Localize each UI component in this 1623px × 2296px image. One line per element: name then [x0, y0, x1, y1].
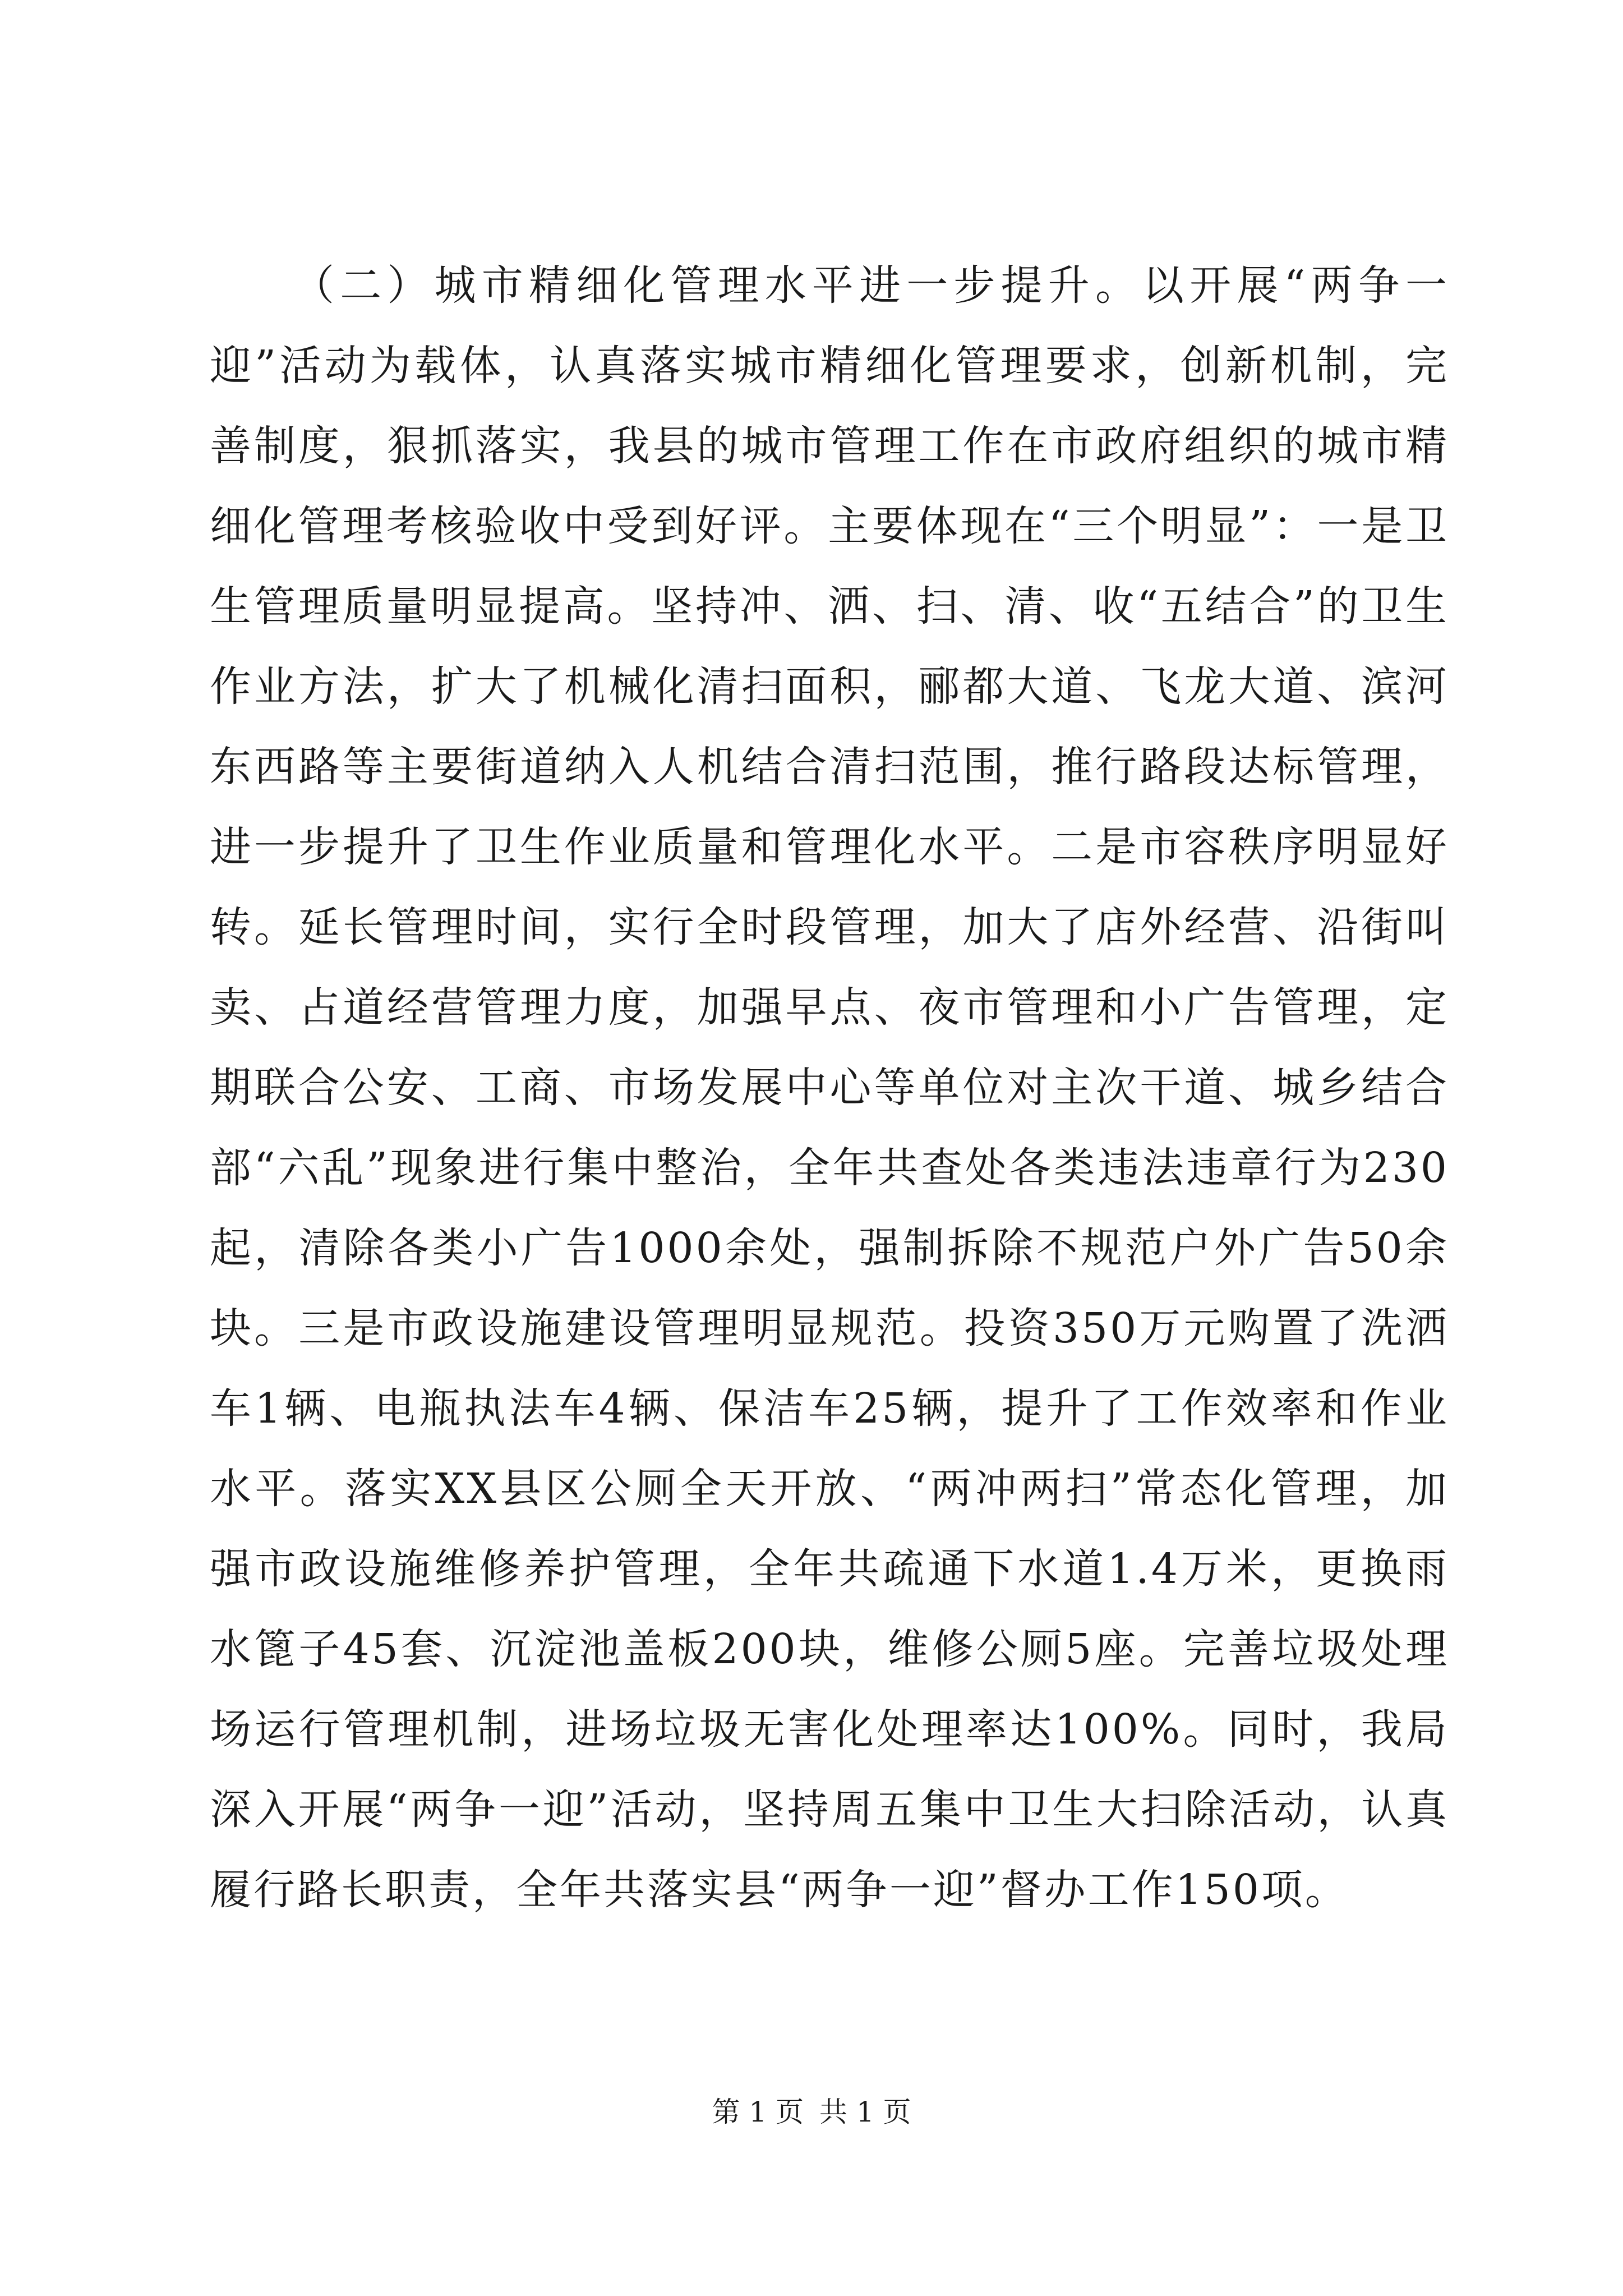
page-number: 第 1 页 — [712, 2096, 804, 2128]
document-body — [210, 246, 1449, 1930]
page-footer — [0, 2092, 1623, 2132]
page-total: 共 1 页 — [819, 2096, 911, 2128]
body-paragraph: （二）城市精细化管理水平进一步提升。以开展“两争一迎”活动为载体，认真落实城市精细化管理要求，创新机制，完善制度，狠抓落实，我县的城市管理工作在市政府组织的城市精细化管理考核验收中受到好评。主要体现在“三个明显”：一是卫生管理质量明显提高。坚持冲、洒、扫、清、收“五结合”的卫生作业方法，扩大了机械化清扫面积，郦都大道、飞龙大道、滨河东西路等主要街道纳入人机结合清扫范围，推行路段达标管理，进一步提升了卫生作业质量和管理化水平。二是市容秩序明显好转。延长管理时间，实行全时段管理，加大了店外经营、沿街叫卖、占道经营管理力度，加强早点、夜市管理和小广告管理，定期联合公安、工商、市场发展中心等单位对主次干道、城乡结合部“六乱”现象进行集中整治，全年共查处各类违法违章行为230起，清除各类小广告1000余处，强制拆除不规范户外广告50余块。三是市政设施建设管理明显规范。投资350万元购置了洗洒车1辆、电瓶执法车4辆、保洁车25辆，提升了工作效率和作业水平。落实XX县区公厕全天开放、“两冲两扫”常态化管理，加强市政设施维修养护管理，全年共疏通下水道1.4万米，更换雨水篦子45套、沉淀池盖板200块，维修公厕5座。完善垃圾处理场运行管理机制，进场垃圾无害化处理率达100%。同时，我局深入开展“两争一迎”活动，坚持周五集中卫生大扫除活动，认真履行路长职责，全年共落实县“两争一迎”督办工作150项。 — [210, 261, 1449, 1914]
